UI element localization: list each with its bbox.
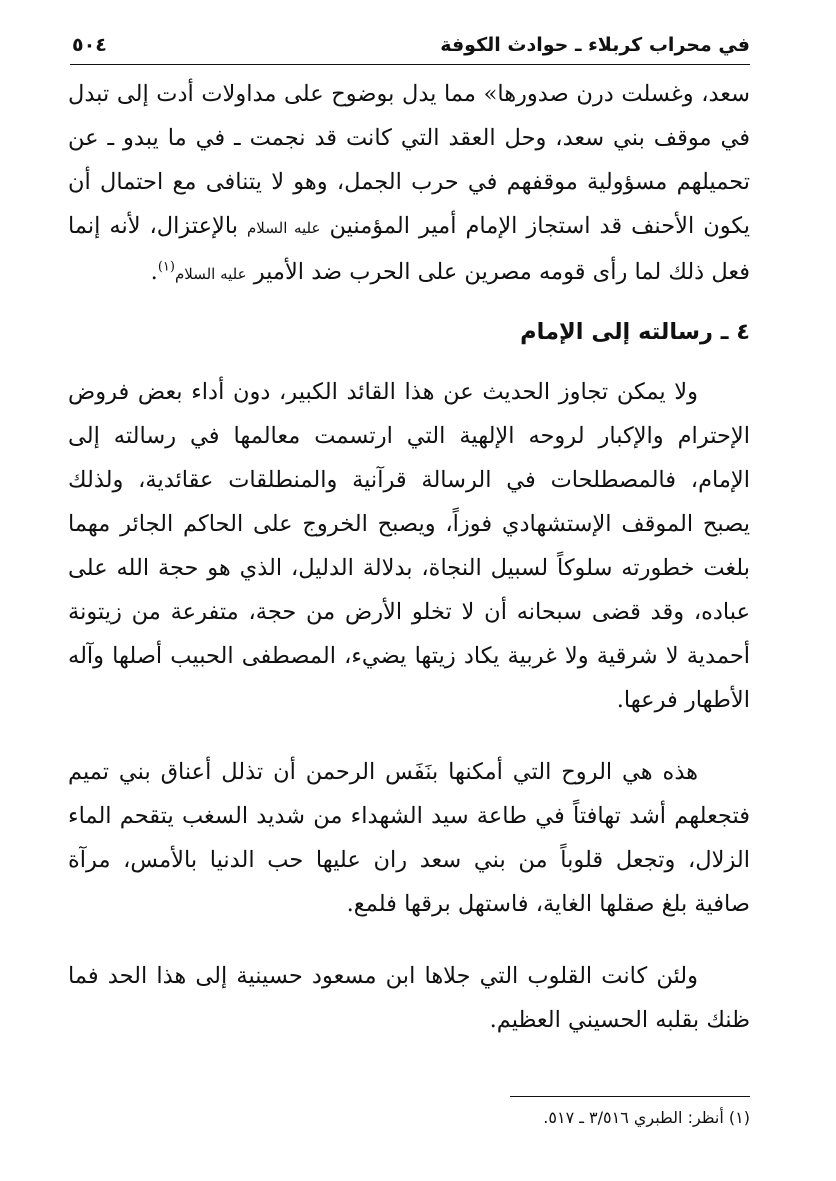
footnote: (١) أنظر: الطبري ٣/٥١٦ ـ ٥١٧. [543, 1108, 750, 1127]
paragraph-gap [68, 722, 750, 750]
paragraph-1-end: . [150, 259, 158, 285]
section-heading: ٤ ـ رسالته إلى الإمام [520, 319, 750, 345]
footnote-divider [510, 1096, 750, 1097]
running-title: في محراب كربلاء ـ حوادث الكوفة [440, 34, 750, 56]
paragraph-1 [68, 72, 750, 296]
page-number: ٥٠٤ [72, 34, 107, 56]
paragraph-3: هذه هي الروح التي أمكنها بنَفَس الرحمن أن تذلل أعناق بني تميم فتجعلهم أشد تهافتاً في طاعة سيد الشهداء من شديد السغب يتقحم الماء الزلال، وتجعل قلوباً من بني سعد ران عليها حب الدنيا بالأمس، مرآة صافية بلغ صقلها الغاية، فاستهل برقها فلمع. [68, 759, 750, 917]
running-header [70, 30, 750, 65]
paragraph-1-text: سعد، وغسلت درن صدورها» مما يدل بوضوح على مداولات أدت إلى تبدل في موقف بني سعد، وحل العقد التي كانت قد نجمت ـ في ما يبدو ـ عن تحميلهم مسؤولية موقفهم في حرب الجمل، وهو لا يتنافى مع احتمال أن يكون الأحنف قد استجاز الإمام أمير المؤمنين [68, 81, 751, 239]
main-text [68, 72, 750, 1042]
honorific-glyph: عليه السلام [174, 265, 247, 283]
paragraph-1-continued: بالإعتزال، لأنه إنما فعل ذلك لما رأى قومه مصرين على الحرب ضد الأمير [68, 213, 750, 285]
footnote-marker[interactable]: (١) [157, 259, 175, 275]
paragraph-2: ولا يمكن تجاوز الحديث عن هذا القائد الكبير، دون أداء بعض فروض الإحترام والإكبار لروحه الإلهية التي ارتسمت معالمها في رسالته إلى الإمام، فالمصطلحات في الرسالة قرآنية والمنطلقات عقائدية، ولذلك يصبح الموقف الإستشهادي فوزاً، ويصبح الخروج على الحاكم الجائر مهما بلغت خطورته سلوكاً لسبيل النجاة، بدلالة الدليل، الذي هو حجة الله على عباده، وقد قضى سبحانه أن لا تخلو الأرض من حجة، متفرعة من زيتونة أحمدية لا شرقية ولا غربية يكاد زيتها يضيء، المصطفى الحبيب أصلها وآله الأطهار فرعها. [68, 379, 750, 713]
honorific-glyph: عليه السلام [247, 219, 321, 237]
paragraph-4: ولئن كانت القلوب التي جلاها ابن مسعود حسينية إلى هذا الحد فما ظنك بقلبه الحسيني العظيم. [68, 963, 750, 1033]
paragraph-gap [68, 926, 750, 954]
